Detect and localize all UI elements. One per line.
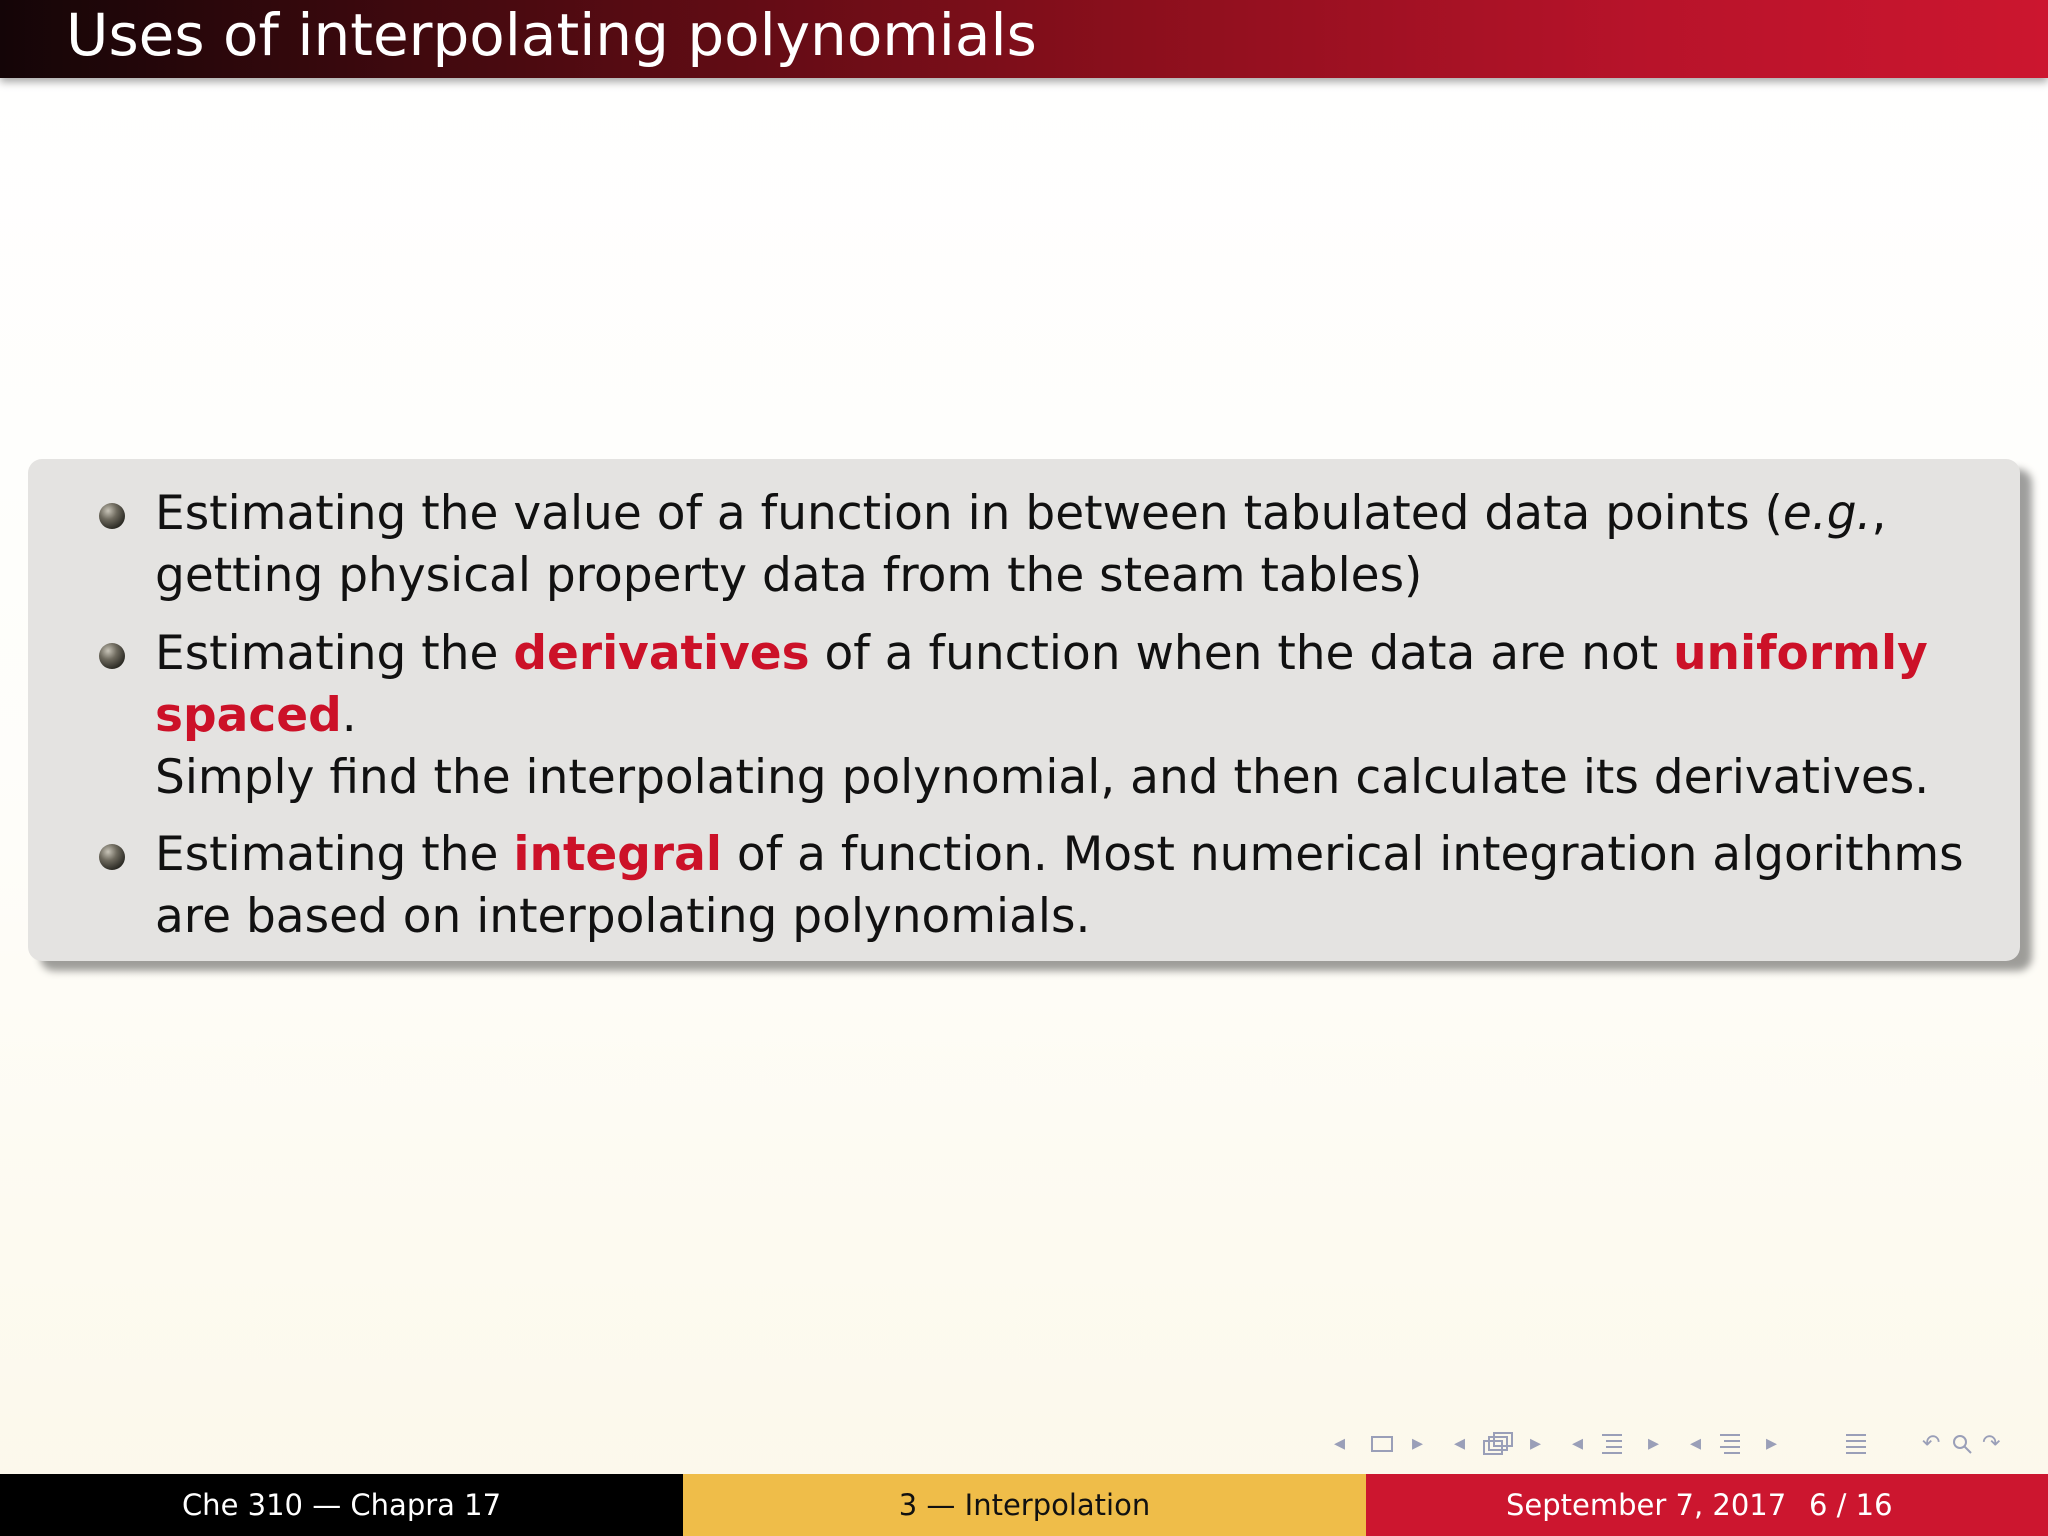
arrow-left-icon[interactable]: ◂	[1454, 1431, 1466, 1456]
arrow-left-icon[interactable]: ◂	[1334, 1431, 1346, 1456]
footer-author: Che 310 — Chapra 17	[0, 1474, 683, 1536]
bullet-line	[155, 685, 2015, 747]
bullet-line	[155, 483, 2015, 545]
appendix-icon[interactable]	[1842, 1428, 1870, 1460]
bullet-line: getting physical property data from the steam tables)	[155, 548, 1423, 603]
bullet-text: Estimating the	[155, 827, 514, 882]
alert-text-spaced: spaced	[155, 688, 342, 743]
bullet-item-integral	[155, 824, 2015, 948]
bullet-ball-icon	[99, 503, 125, 529]
arrow-right-icon[interactable]: ▸	[1648, 1431, 1660, 1456]
bullet-line: Simply find the interpolating polynomial, and then calculate its derivatives.	[155, 750, 1930, 805]
bullet-ball-icon	[99, 643, 125, 669]
bullet-line	[155, 623, 2015, 685]
bullet-text-italic: e.g.	[1782, 486, 1872, 541]
slide-title: Uses of interpolating polynomials	[66, 1, 1037, 69]
section-icon[interactable]	[1598, 1428, 1626, 1460]
bullet-text: of a function. Most numerical integration algorithms	[721, 827, 1964, 882]
alert-text-uniformly: uniformly	[1673, 626, 1928, 681]
navigation-symbols	[1330, 1428, 2040, 1460]
bullet-item-derivatives	[155, 623, 2015, 809]
forward-icon[interactable]: ↷	[1982, 1431, 2001, 1456]
arrow-right-icon[interactable]: ▸	[1412, 1431, 1424, 1456]
search-icon[interactable]	[1950, 1428, 1974, 1460]
bullet-text: of a function when the data are not	[809, 626, 1674, 681]
alert-text-integral: integral	[513, 827, 722, 882]
bullet-item-interpolation	[155, 483, 2015, 607]
arrow-left-icon[interactable]: ◂	[1690, 1431, 1702, 1456]
document-icon[interactable]	[1716, 1428, 1744, 1460]
footer-section: 3 — Interpolation	[683, 1474, 1366, 1536]
bullet-text: Estimating the	[155, 626, 514, 681]
arrow-right-icon[interactable]: ▸	[1766, 1431, 1778, 1456]
back-icon[interactable]: ↶	[1922, 1431, 1941, 1456]
frame-icon[interactable]	[1370, 1428, 1394, 1460]
alert-text-derivatives: derivatives	[513, 626, 810, 681]
bullet-line	[155, 824, 2015, 886]
frame-title-bar	[0, 0, 2048, 78]
arrow-right-icon[interactable]: ▸	[1530, 1431, 1542, 1456]
footer	[0, 1474, 2048, 1536]
footer-date-page	[1366, 1474, 2048, 1536]
bullet-text: ,	[1871, 486, 1887, 541]
bullet-line: are based on interpolating polynomials.	[155, 889, 1091, 944]
subsection-icon[interactable]	[1482, 1428, 1514, 1460]
arrow-left-icon[interactable]: ◂	[1572, 1431, 1584, 1456]
bullet-text: .	[341, 688, 357, 743]
bullet-ball-icon	[99, 844, 125, 870]
footer-date: September 7, 2017	[1506, 1488, 1787, 1522]
content-block	[28, 459, 2020, 961]
bullet-text: Estimating the value of a function in between tabulated data points (	[155, 486, 1783, 541]
footer-page-number: 6 / 16	[1809, 1488, 1893, 1522]
